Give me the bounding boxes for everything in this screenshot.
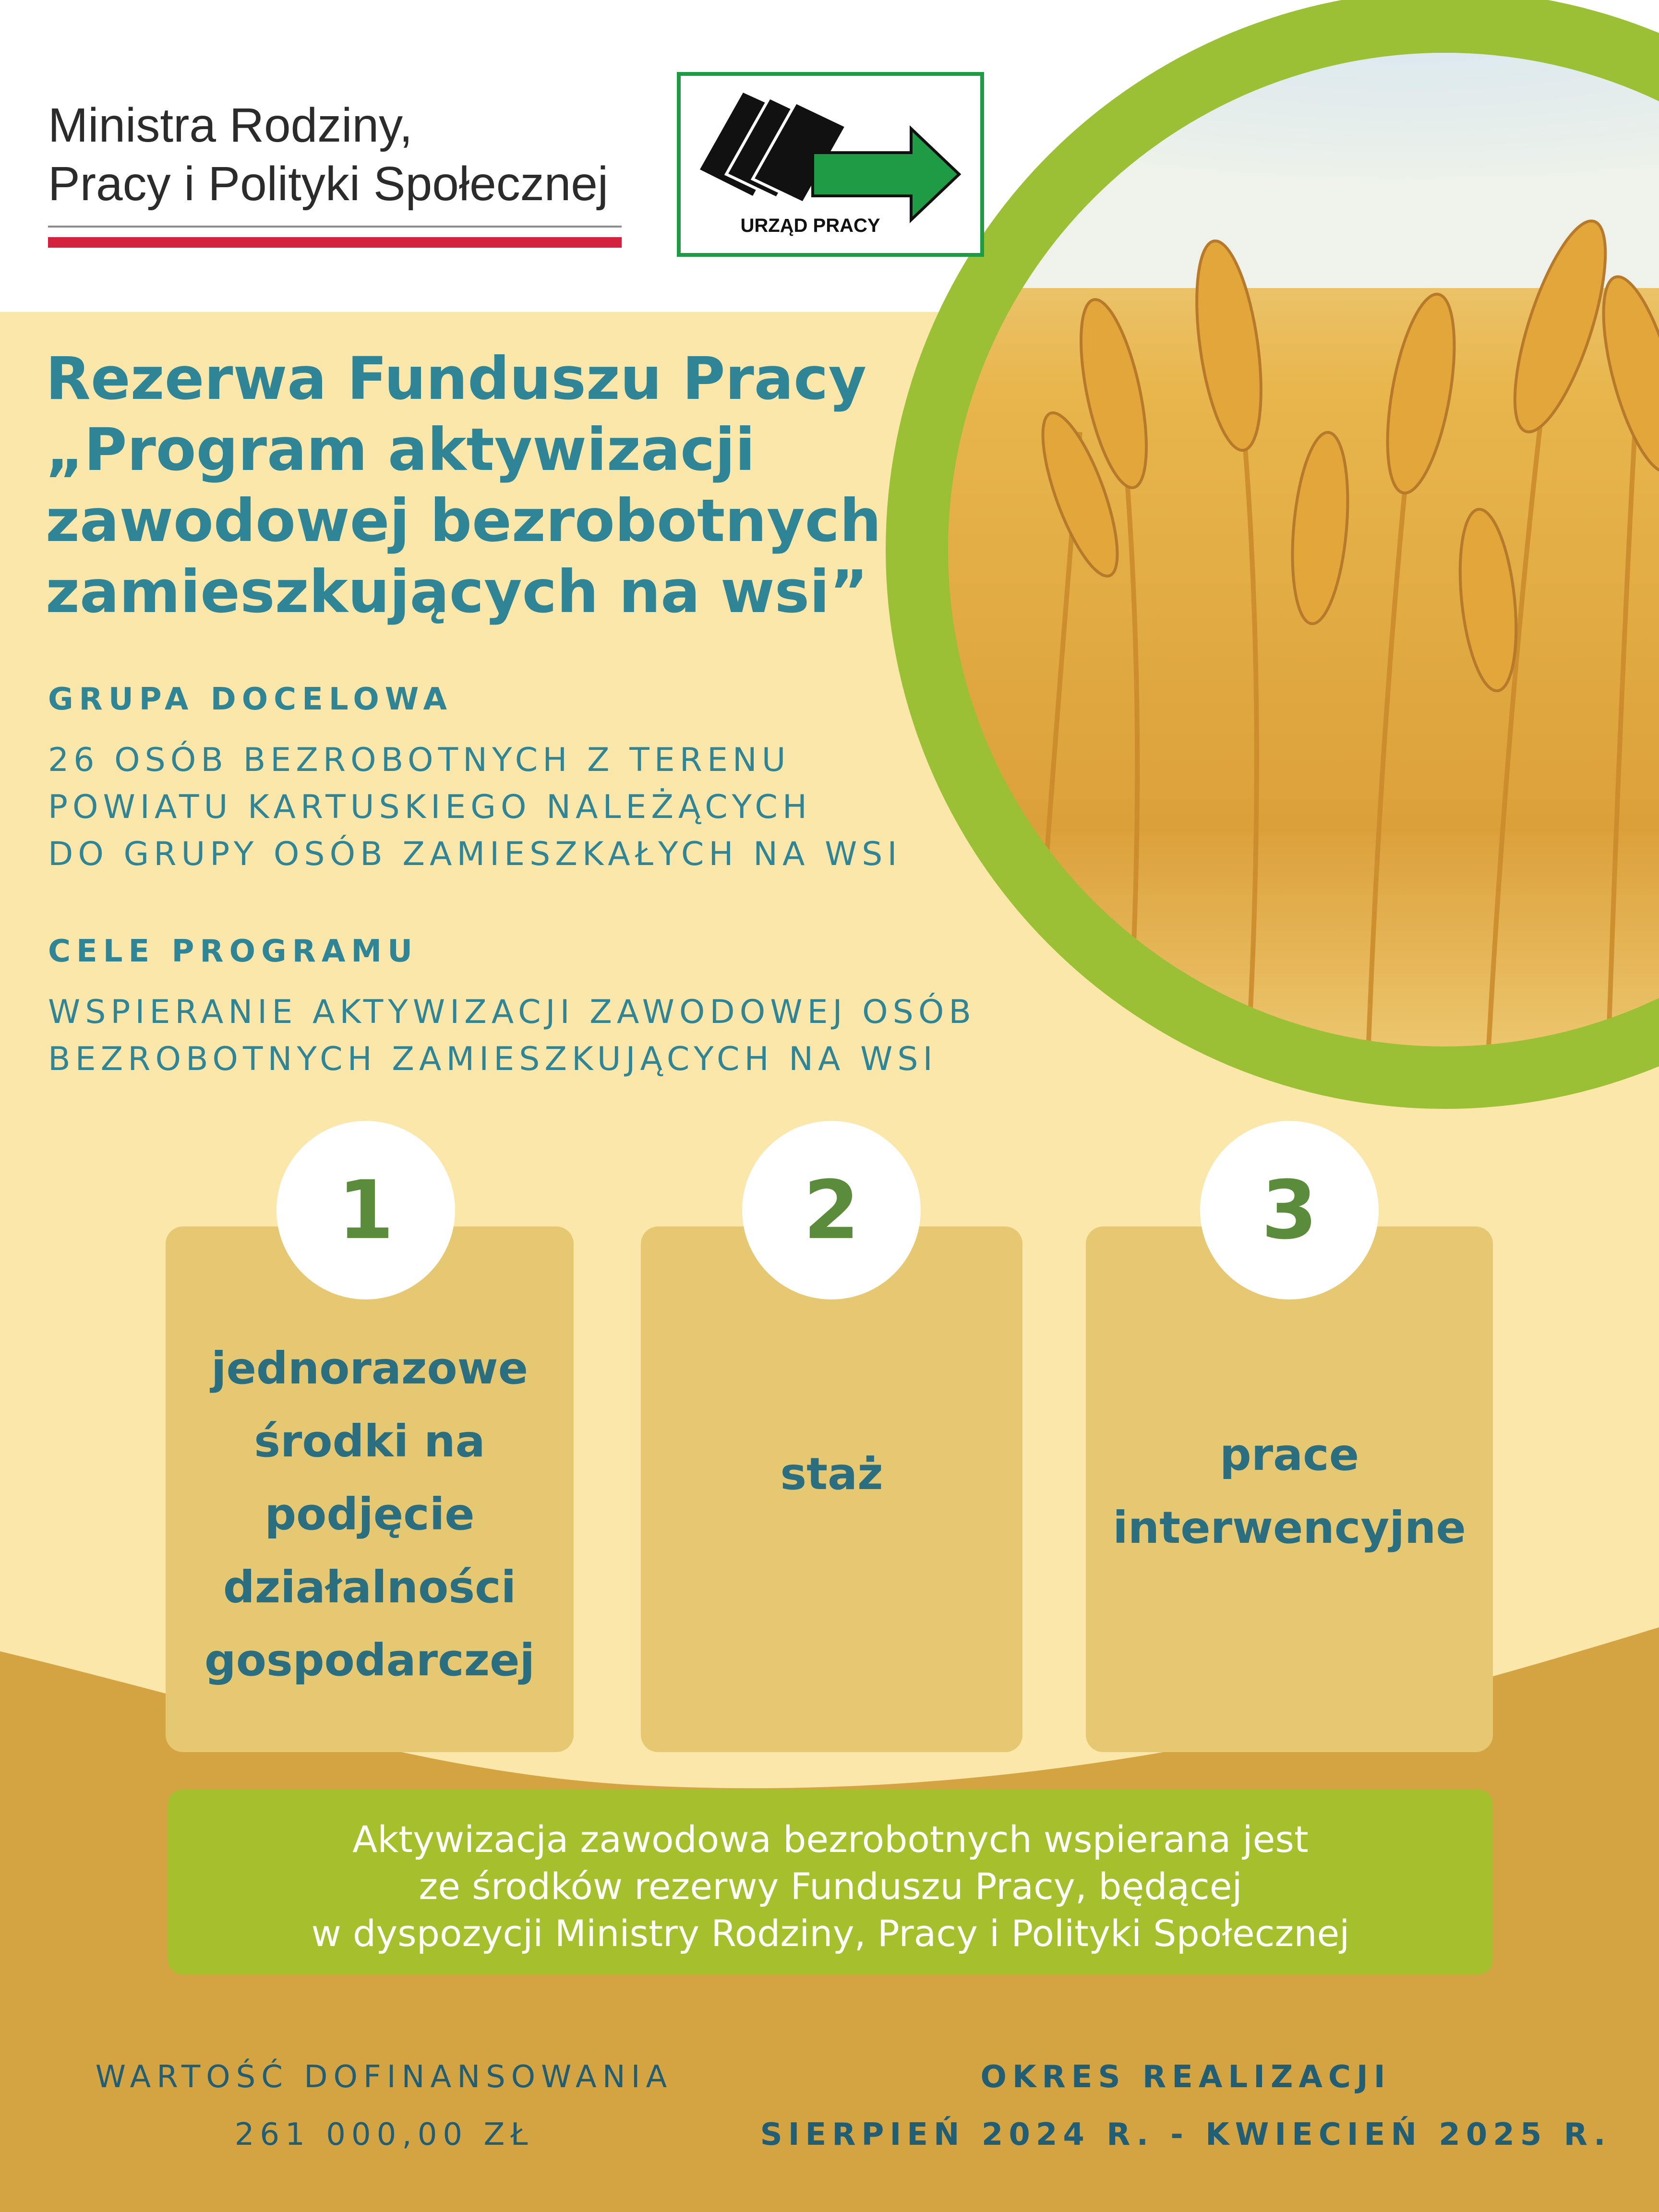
card-1-text	[166, 1332, 574, 1697]
period-value: SIERPIEŃ 2024 R. - KWIECIEŃ 2025 R.	[760, 2117, 1611, 2152]
goals-line-1: WSPIERANIE AKTYWIZACJI ZAWODOWEJ OSÓB	[48, 993, 976, 1031]
period-label: OKRES REALIZACJI	[980, 2059, 1391, 2095]
card-3-line: prace	[1219, 1429, 1359, 1480]
funding-label: WARTOŚĆ DOFINANSOWANIA	[95, 2059, 673, 2095]
funding-value: 261 000,00 ZŁ	[234, 2117, 534, 2152]
card-2-text	[641, 1438, 1022, 1511]
target-group-label: GRUPA DOCELOWA	[48, 682, 453, 717]
ministry-name	[48, 96, 608, 213]
goals-label: CELE PROGRAMU	[48, 934, 419, 969]
card-3-line: interwencyjne	[1113, 1502, 1466, 1553]
target-group-line-1: 26 OSÓB BEZROBOTNYCH Z TERENU	[48, 741, 791, 779]
card-1-line: jednorazowe	[211, 1343, 529, 1394]
card-1-line: działalności	[223, 1562, 517, 1613]
support-line-3: w dyspozycji Ministry Rodziny, Pracy i Polityki Społecznej	[311, 1912, 1350, 1955]
title-line-3: zawodowej bezrobotnych	[46, 487, 881, 555]
card-2	[641, 1226, 1022, 1752]
card-1-line: gospodarczej	[204, 1635, 535, 1686]
ministry-red-bar	[48, 237, 622, 248]
card-1-line: podjęcie	[264, 1489, 475, 1540]
goals-text	[48, 989, 976, 1083]
card-3-text	[1086, 1419, 1493, 1564]
support-line-2: ze środków rezerwy Funduszu Pracy, będącej	[419, 1865, 1242, 1908]
target-group-line-3: DO GRUPY OSÓB ZAMIESZKAŁYCH NA WSI	[48, 835, 902, 873]
target-group-line-2: POWIATU KARTUSKIEGO NALEŻĄCYCH	[48, 788, 812, 826]
urzad-pracy-logo	[677, 72, 984, 257]
support-text	[168, 1816, 1493, 1957]
support-banner	[168, 1790, 1493, 1974]
ministry-line-1: Ministra Rodziny,	[48, 98, 413, 152]
card-3	[1086, 1226, 1493, 1752]
card-2-number: 2	[742, 1121, 921, 1299]
card-3-number: 3	[1200, 1121, 1379, 1299]
title-line-1: Rezerwa Funduszu Pracy	[46, 345, 866, 413]
target-group-text	[48, 737, 902, 878]
card-1-line: środki na	[254, 1416, 485, 1467]
page-title	[46, 343, 1030, 627]
card-1	[166, 1226, 574, 1752]
card-1-number: 1	[276, 1121, 455, 1299]
ministry-divider	[48, 226, 622, 228]
title-line-4: zamieszkujących na wsi”	[46, 558, 868, 626]
logo-text: URZĄD PRACY	[740, 215, 880, 236]
goals-line-2: BEZROBOTNYCH ZAMIESZKUJĄCYCH NA WSI	[48, 1040, 938, 1078]
title-line-2: „Program aktywizacji	[46, 416, 756, 484]
ministry-line-2: Pracy i Polityki Społecznej	[48, 157, 609, 211]
card-2-line: staż	[780, 1448, 883, 1500]
support-line-1: Aktywizacja zawodowa bezrobotnych wspierana jest	[352, 1818, 1309, 1861]
